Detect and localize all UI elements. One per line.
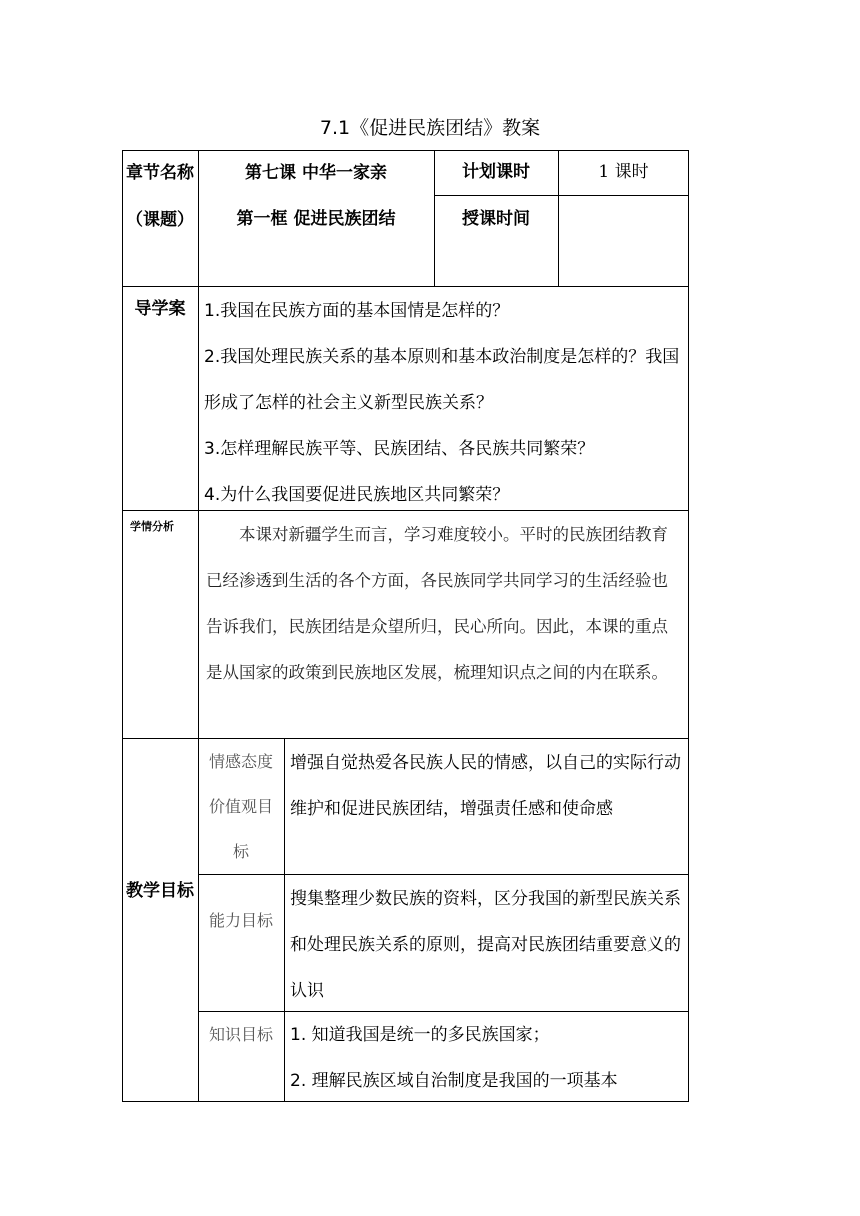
knowledge-item: 2. 理解民族区域自治制度是我国的一项基本 <box>290 1071 618 1091</box>
teaching-time-value[interactable] <box>560 196 687 286</box>
guide-questions <box>204 288 686 518</box>
document-title: 7.1《促进民族团结》教案 <box>319 117 541 139</box>
objective-text-ability: 搜集整理少数民族的资料，区分我国的新型民族关系和处理民族关系的原则，提高对民族团结重要意义的认识 <box>290 889 681 1001</box>
objective-text-knowledge <box>290 1012 685 1100</box>
guide-question: 4.为什么我国要促进民族地区共同繁荣？ <box>204 485 510 505</box>
guide-question: 2.我国处理民族关系的基本原则和基本政治制度是怎样的？我国形成了怎样的社会主义新型民族关系？ <box>204 347 680 413</box>
guide-label: 导学案 <box>134 299 186 319</box>
frame-name: 第一框 促进民族团结 <box>236 209 396 229</box>
objective-label-attitude: 情感态度价值观目标 <box>208 752 273 861</box>
objective-label-ability: 能力目标 <box>208 911 273 930</box>
analysis-label: 学情分析 <box>130 520 174 533</box>
teaching-time-label: 授课时间 <box>462 209 530 229</box>
objective-label-knowledge: 知识目标 <box>208 1025 273 1044</box>
objectives-label: 教学目标 <box>126 881 194 901</box>
analysis-text: 本课对新疆学生而言，学习难度较小。平时的民族团结教育已经渗透到生活的各个方面，各民族同学共同学习的生活经验也告诉我们，民族团结是众望所归，民心所向。因此，本课的重点是从国家的政策到民族地区发展，梳理知识点之间的内在联系。 <box>206 525 668 682</box>
guide-question: 1.我国在民族方面的基本国情是怎样的？ <box>204 301 510 321</box>
knowledge-item: 1. 知道我国是统一的多民族国家； <box>290 1025 550 1045</box>
objective-text-attitude: 增强自觉热爱各民族人民的情感，以自己的实际行动维护和促进民族团结，增强责任感和使命感 <box>290 753 681 819</box>
guide-question: 3.怎样理解民族平等、民族团结、各民族共同繁荣？ <box>204 439 595 459</box>
planned-hours-value: 1 课时 <box>598 162 649 182</box>
chapter-label: 章节名称（课题） <box>126 163 194 230</box>
lesson-name: 第七课 中华一家亲 <box>245 163 387 183</box>
planned-hours-label: 计划课时 <box>462 162 530 182</box>
